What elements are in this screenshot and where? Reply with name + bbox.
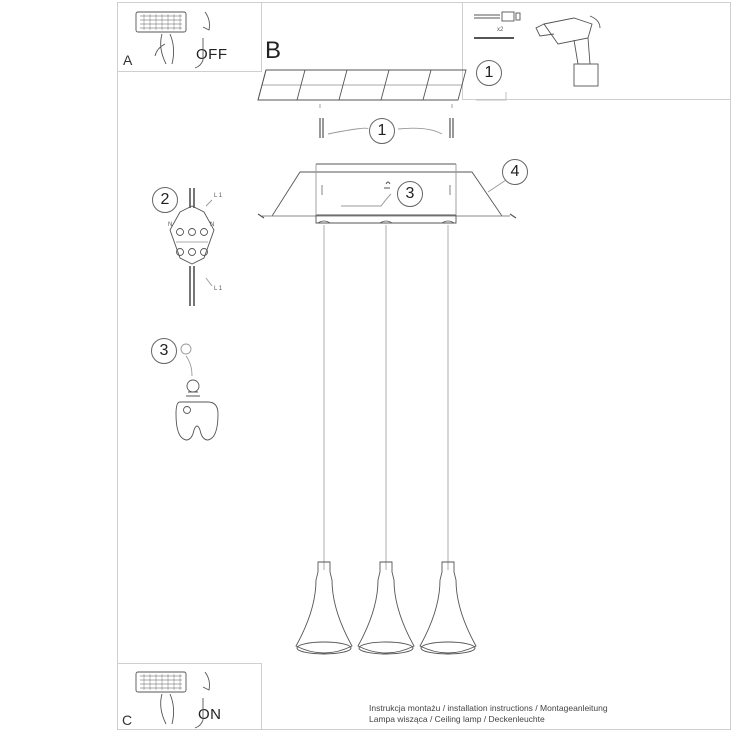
pendant-cables <box>318 221 454 570</box>
callout-drill-kit: 1 <box>476 60 502 86</box>
callout-canopy: 4 <box>502 159 528 185</box>
hand-on-icon <box>195 672 210 728</box>
panel-b-letter: B <box>265 37 282 64</box>
panel-a-letter: A <box>123 52 133 68</box>
footer-product-line: Lampa wisząca / Ceiling lamp / Deckenleuchte <box>369 714 545 724</box>
canopy-body <box>258 164 516 223</box>
label-l1-bottom: L 1 <box>214 286 223 292</box>
callout-cable-holder: 3 <box>151 338 177 364</box>
kit-quantity-label: x2 <box>497 27 504 33</box>
label-n-left: N <box>168 222 173 228</box>
footer-instructions-line: Instrukcja montażu / installation instructions / Montageanleitung <box>369 703 608 713</box>
switch-off-label: OFF <box>196 46 228 63</box>
pendant-shades <box>296 562 476 654</box>
ceiling-surface <box>258 70 506 100</box>
panel-c-letter: C <box>122 712 133 728</box>
drill-icon <box>536 16 600 86</box>
callout-screws: 1 <box>369 118 395 144</box>
callout-hook: 3 <box>397 181 423 207</box>
label-n-right: N <box>210 222 215 228</box>
switch-off-icon <box>136 12 186 64</box>
callout-connector: 2 <box>152 187 178 213</box>
label-l1-top: L 1 <box>214 193 223 199</box>
hand-off-icon <box>195 12 210 68</box>
screw-kit-icon <box>474 12 520 38</box>
switch-on-label: ON <box>198 706 222 723</box>
cable-holder-icon <box>176 344 218 440</box>
switch-on-icon <box>136 672 186 724</box>
